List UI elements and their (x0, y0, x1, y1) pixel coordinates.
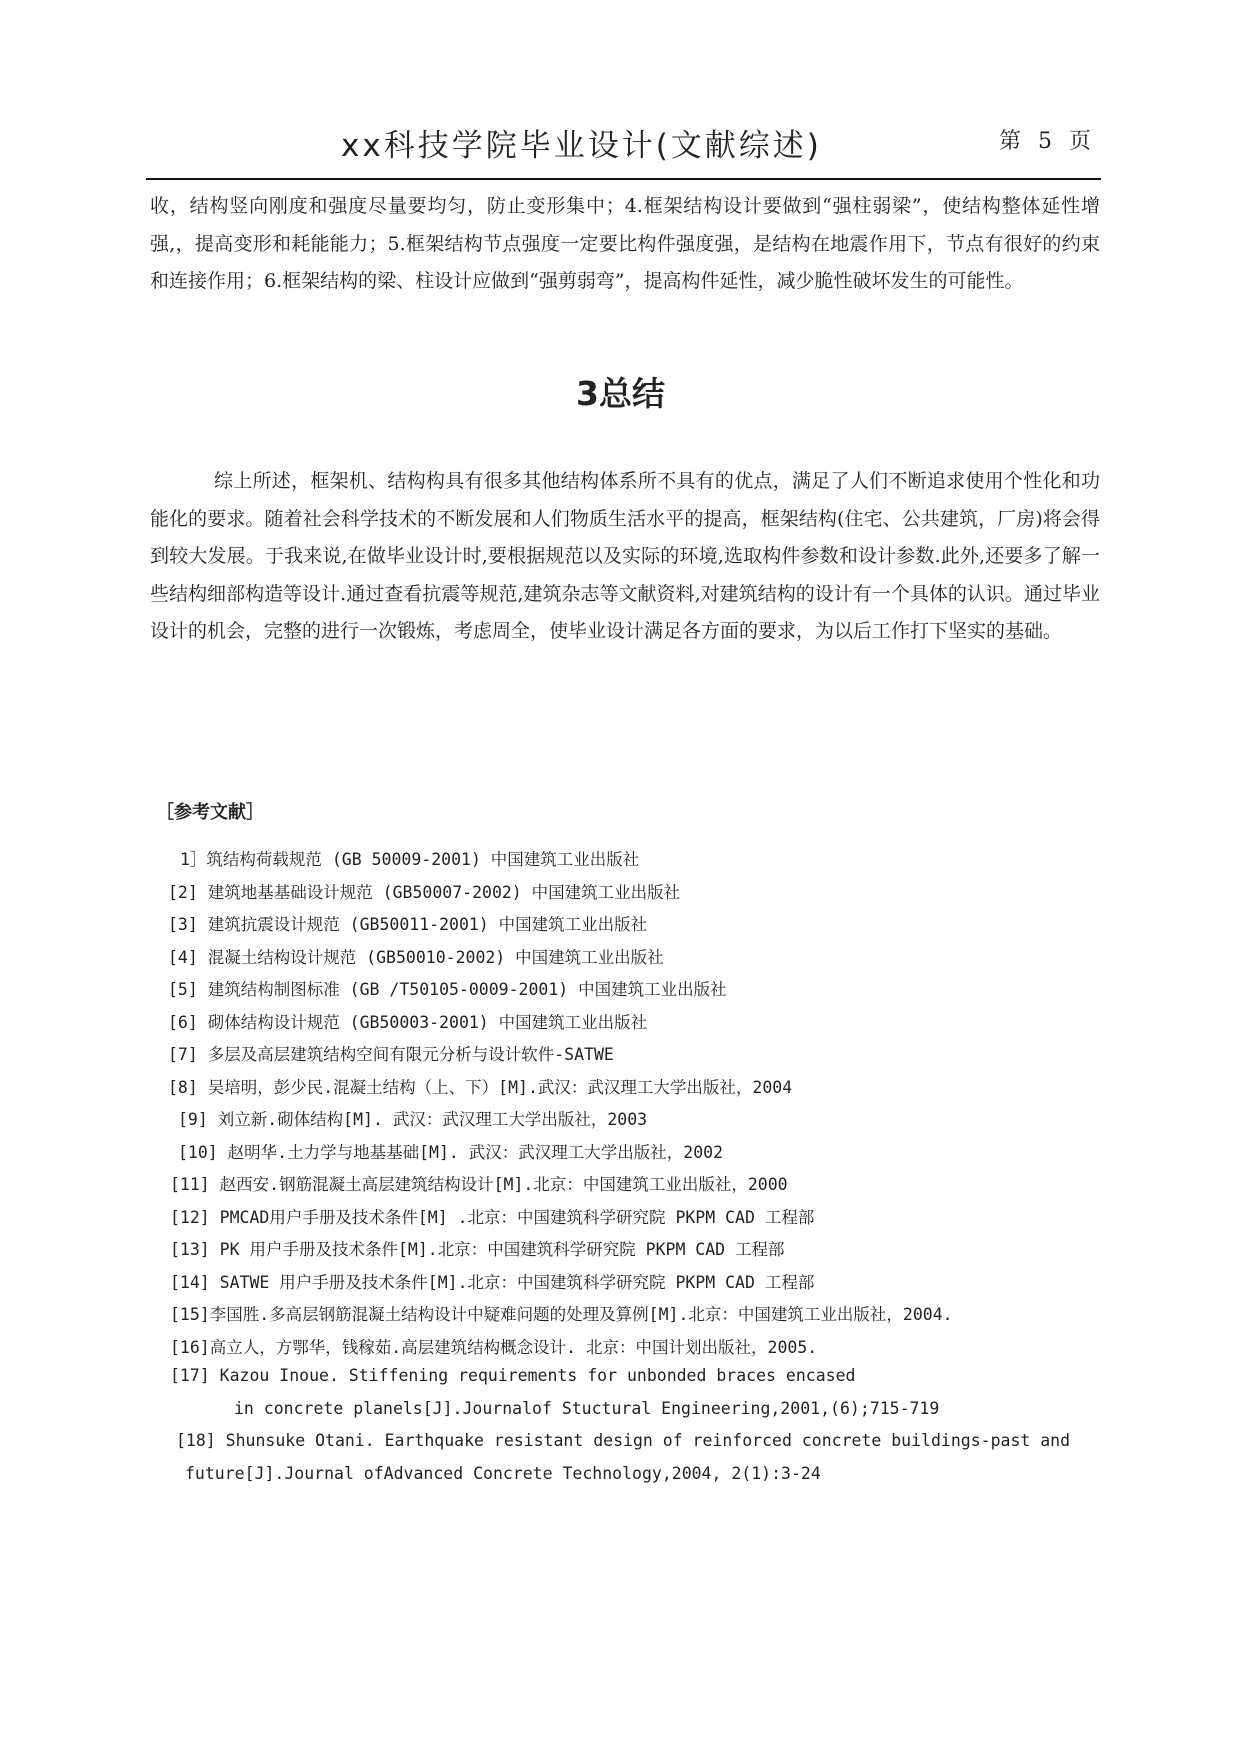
header-divider (146, 178, 1101, 180)
reference-item: [10] 赵明华.土力学与地基基础[M]. 武汉：武汉理工大学出版社，2002 (178, 1143, 724, 1162)
references-heading: ［参考文献］ (156, 802, 264, 823)
reference-item: [9] 刘立新.砌体结构[M]. 武汉：武汉理工大学出版社，2003 (178, 1110, 648, 1129)
reference-item: [18] Shunsuke Otani. Earthquake resistant design of reinforced concrete buildings-past and (176, 1431, 1071, 1450)
reference-item: future[J].Journal ofAdvanced Concrete Technology,2004, 2(1):3-24 (185, 1464, 821, 1483)
summary-paragraph: 综上所述，框架机、结构构具有很多其他结构体系所不具有的优点，满足了人们不断追求使用个性化和功能化的要求。随着社会科学技术的不断发展和人们物质生活水平的提高，框架结构(住宅、公共建筑，厂房)将会得到较大发展。于我来说,在做毕业设计时,要根据规范以及实际的环境,选取构件参数和设计参数.此外,还要多了解一些结构细部构造等设计.通过查看抗震等规范,建筑杂志等文献资料,对建筑结构的设计有一个具体的认识。通过毕业设计的机会，完整的进行一次锻炼，考虑周全，使毕业设计满足各方面的要求，为以后工作打下坚实的基础。 (150, 470, 1100, 642)
reference-item: [16]高立人，方鄂华，钱稼茹.高层建筑结构概念设计. 北京：中国计划出版社，2005. (170, 1338, 818, 1357)
reference-item: 1］筑结构荷载规范 (GB 50009-2001) 中国建筑工业出版社 (180, 850, 640, 869)
reference-item: [5] 建筑结构制图标准 (GB /T50105-0009-2001) 中国建筑工业出版社 (168, 980, 727, 999)
reference-item: [14] SATWE 用户手册及技术条件[M].北京：中国建筑科学研究院 PKPM CAD 工程部 (170, 1273, 815, 1292)
section-title: 3总结 (576, 374, 665, 413)
reference-item: [8] 吴培明，彭少民.混凝土结构（上、下）[M].武汉：武汉理工大学出版社，2004 (168, 1078, 793, 1097)
reference-item: in concrete planels[J].Journalof Stuctural Engineering,2001,(6);715-719 (234, 1399, 940, 1418)
reference-item: [4] 混凝土结构设计规范 (GB50010-2002) 中国建筑工业出版社 (168, 948, 664, 967)
reference-item: [12] PMCAD用户手册及技术条件[M] .北京：中国建筑科学研究院 PKPM CAD 工程部 (170, 1208, 815, 1227)
page-header (146, 112, 1101, 176)
reference-item: [15]李国胜.多高层钢筋混凝土结构设计中疑难问题的处理及算例[M].北京：中国建筑工业出版社，2004. (170, 1305, 953, 1324)
reference-item: [7] 多层及高层建筑结构空间有限元分析与设计软件-SATWE (168, 1045, 614, 1064)
reference-item: [13] PK 用户手册及技术条件[M].北京：中国建筑科学研究院 PKPM CAD 工程部 (170, 1240, 785, 1259)
reference-item: [11] 赵西安.钢筋混凝土高层建筑结构设计[M].北京：中国建筑工业出版社，2000 (170, 1175, 788, 1194)
reference-item: [3] 建筑抗震设计规范 (GB50011-2001) 中国建筑工业出版社 (168, 915, 648, 934)
reference-item: [6] 砌体结构设计规范 (GB50003-2001) 中国建筑工业出版社 (168, 1013, 648, 1032)
page-number: 第 5 页 (999, 129, 1091, 154)
document-title: xx科技学院毕业设计(文献综述) (341, 128, 822, 164)
reference-item: [17] Kazou Inoue. Stiffening requirements for unbonded braces encased (170, 1366, 856, 1385)
reference-item: [2] 建筑地基基础设计规范 (GB50007-2002) 中国建筑工业出版社 (168, 883, 681, 902)
continued-paragraph: 收，结构竖向刚度和强度尽量要均匀，防止变形集中；4.框架结构设计要做到“强柱弱梁”，使结构整体延性增强,，提高变形和耗能能力；5.框架结构节点强度一定要比构件强度强，是结构在地震作用下，节点有很好的约束和连接作用；6.框架结构的梁、柱设计应做到“强剪弱弯”，提高构件延性，减少脆性破坏发生的可能性。 (150, 195, 1100, 292)
